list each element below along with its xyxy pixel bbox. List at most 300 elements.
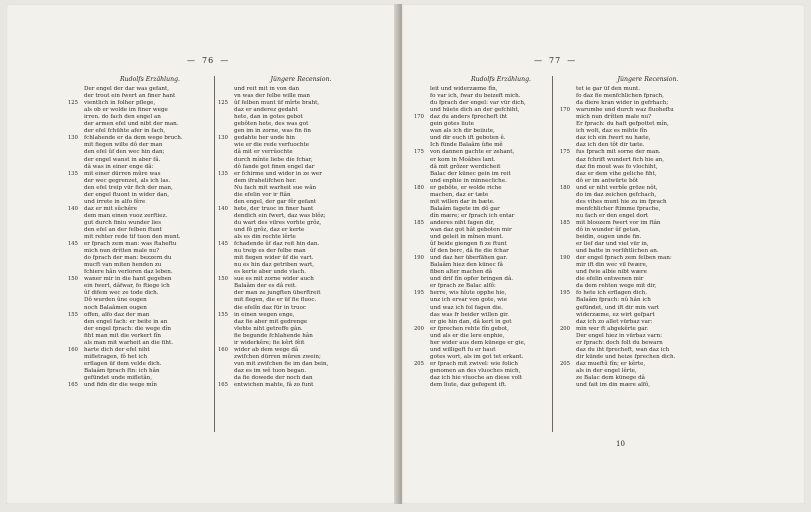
verse-line <box>68 149 216 156</box>
verse-text: daz mueftû fîn; er kêrte, <box>576 360 646 367</box>
verse-line <box>218 255 368 262</box>
verse-text: dâ was in einer enge dâ: <box>84 163 154 170</box>
verse-line <box>218 164 368 171</box>
verse-line <box>414 368 572 375</box>
verse-line <box>218 333 368 340</box>
verse-number: 160 <box>218 346 228 353</box>
verse-text: Balaâm hiez den künec fâ <box>430 262 503 269</box>
verse-text: dem man einen vuoz zerftiez. <box>84 212 168 219</box>
verse-text: gein gotes liute <box>430 121 474 128</box>
verse-line <box>414 340 572 347</box>
verse-number: 145 <box>68 241 78 248</box>
verse-line <box>414 192 572 199</box>
verse-line <box>414 305 572 312</box>
verse-line <box>68 333 216 340</box>
verse-text: den efel an der felben ftunt <box>84 226 162 233</box>
verse-text: wan als ich dir beiiute, <box>430 128 495 135</box>
verse-text: ûf difem wec ze tode dich. <box>84 290 159 297</box>
verse-number: 195 <box>414 290 424 297</box>
verse-line <box>560 333 720 340</box>
verse-text: mit flegen, die er üf fie fluoc. <box>234 297 317 304</box>
verse-line <box>218 157 368 164</box>
verse-line <box>68 255 216 262</box>
verse-line <box>560 276 720 283</box>
verse-text: als in der engel lêrte, <box>576 367 637 374</box>
verse-line <box>560 312 720 319</box>
verse-line <box>68 164 216 171</box>
verse-line <box>218 375 368 382</box>
verse-line <box>68 368 216 375</box>
verse-text: mucft van miten henden zu <box>84 262 162 269</box>
verse-text: nu fach er den engel dort <box>576 212 649 219</box>
verse-line <box>218 213 368 220</box>
verse-line <box>560 305 720 312</box>
verse-text: vn was der felbe wille man <box>234 93 310 100</box>
verse-line <box>560 93 720 100</box>
verse-number: 160 <box>68 346 78 353</box>
verse-text: gotes wort, als im got tet erkant. <box>430 353 524 360</box>
verse-line <box>414 121 572 128</box>
verse-line <box>560 382 720 389</box>
verse-text: und willigeft fu er haut <box>430 346 496 353</box>
verse-line <box>560 142 720 149</box>
verse-line <box>68 93 216 100</box>
verse-line <box>414 319 572 326</box>
verse-text: und drif fîn opfer bringen dâ. <box>430 276 514 283</box>
verse-text: nu es hin daz getriben wart, <box>234 262 315 269</box>
verse-text: hete, dan in gotes gebot <box>234 114 303 121</box>
verse-line <box>414 100 572 107</box>
verse-line <box>68 178 216 185</box>
verse-text: mich nun drítten male nu? <box>576 114 652 121</box>
verse-line <box>560 234 720 241</box>
column-heading: Rudolfs Erzählung. <box>470 76 532 83</box>
verse-line <box>560 241 720 248</box>
verse-text: es kerte aber unde vlach. <box>234 269 307 276</box>
verse-line <box>218 199 368 206</box>
verse-line <box>560 255 720 262</box>
signature-mark: 10 <box>616 440 625 448</box>
verse-line <box>68 199 216 206</box>
verse-line <box>218 121 368 128</box>
verse-line <box>218 269 368 276</box>
verse-number: 145 <box>218 241 228 248</box>
verse-text: Balac der künec gein im reit <box>430 170 511 177</box>
verse-number: 130 <box>218 135 228 142</box>
verse-line <box>68 340 216 347</box>
verse-text: die efelin vor ir ftân <box>234 191 291 198</box>
verse-line <box>68 375 216 382</box>
verse-text: mich nun drítten male nu? <box>84 248 160 255</box>
verse-text: als man mit warheit an die fiht. <box>84 339 173 346</box>
verse-text: er gie hin dan, dâ kert in got <box>430 318 512 325</box>
verse-text: Balaâm fprach: nû hân ich <box>576 297 651 304</box>
verse-text: und waz ich fol fagen die. <box>430 304 503 311</box>
verse-text: entwichen mahte, fâ zo funt <box>234 382 314 389</box>
verse-line <box>68 220 216 227</box>
verse-line <box>560 347 720 354</box>
verse-line <box>218 192 368 199</box>
verse-text: der engel fprach zem felben man: <box>576 255 672 262</box>
verse-text: daz ich hie vluoche an diese volt <box>430 374 523 381</box>
verse-text: dô fande got finen engel dar <box>234 163 315 170</box>
verse-text: mit bloozem fwert vor im ftân <box>576 219 661 226</box>
verse-text: daz du anders fprecheft iht <box>430 114 508 121</box>
verse-text: fo hete ich erflagen dich. <box>576 290 647 297</box>
verse-line <box>560 213 720 220</box>
column-divider <box>214 76 215 432</box>
verse-text: durch mînte liebe die fchar, <box>234 156 313 163</box>
verse-text: den engel fach: er beite in an <box>84 318 168 325</box>
verse-text: des vihes munt hie zu im fprach <box>576 198 667 205</box>
verse-text: du fprach der engel: var vür dich, <box>430 100 526 107</box>
verse-text: mit rehter rede tif tuon den munt. <box>84 234 181 241</box>
verse-text: daz du iht fprecheft, wan daz ich <box>576 346 670 353</box>
verse-number: 135 <box>218 170 228 177</box>
verse-text: warumbe und durch waz fluoheftu <box>576 107 674 114</box>
verse-line <box>560 199 720 206</box>
verse-text: er fchirme und wider in ze wer <box>234 170 322 177</box>
verse-text: daz es im wê tuon began. <box>234 367 307 374</box>
verse-text: der man ze jungften überftreit <box>234 290 321 297</box>
verse-text: er kom in Moâbes lant. <box>430 156 496 163</box>
verse-text: offen, alfo daz der man <box>84 311 150 318</box>
verse-line <box>414 213 572 220</box>
verse-line <box>560 149 720 156</box>
verse-line <box>218 283 368 290</box>
verse-line <box>560 128 720 135</box>
verse-text: mir ift din wec vil fwære, <box>576 262 648 269</box>
verse-line <box>414 227 572 234</box>
verse-text: gedahte her unde hin <box>234 135 295 142</box>
verse-text: genomen an des vluoches mich, <box>430 367 521 374</box>
verse-text: mit fiegen wider üf die vart. <box>234 255 314 262</box>
verse-text: mit fiegen wilte dô der man <box>84 142 163 149</box>
verse-text: Dô wurden ûne ougen <box>84 297 147 304</box>
verse-text: den efel treip vür fich der man, <box>84 184 173 191</box>
verse-line <box>218 368 368 375</box>
verse-line <box>68 128 216 135</box>
verse-line <box>218 227 368 234</box>
verse-number: 195 <box>560 290 570 297</box>
verse-text: und batte in vorlihtlichen an. <box>576 248 659 255</box>
verse-line <box>414 290 572 297</box>
verse-line <box>414 86 572 93</box>
verse-line <box>68 114 216 121</box>
verse-line <box>68 107 216 114</box>
verse-line <box>414 178 572 185</box>
verse-text: fiben alter machen dâ <box>430 269 493 276</box>
verse-text: fchlahende er da dem wege bruch. <box>84 135 183 142</box>
verse-text: der engel ftuont in wider dan, <box>84 191 170 198</box>
verse-text: von dannen gachte er zehant, <box>430 149 515 156</box>
verse-text: er fprach ze Balac alfô: <box>430 283 496 290</box>
verse-text: daz er anderez gedaht <box>234 107 298 114</box>
verse-text: irren. do fach den engel an <box>84 114 161 121</box>
verse-text: sue es mit zorne wider auch <box>234 276 314 283</box>
verse-text: mifletragen, fô het ich <box>84 353 148 360</box>
verse-line <box>218 248 368 255</box>
verse-number: 175 <box>414 149 424 156</box>
verse-line <box>560 220 720 227</box>
verse-line <box>218 135 368 142</box>
verse-line <box>68 100 216 107</box>
verse-text: widerzæme, ez wirt gefpart <box>576 311 655 318</box>
verse-line <box>560 164 720 171</box>
verse-line <box>414 185 572 192</box>
verse-text: gebôten hete, des was got <box>234 121 309 128</box>
verse-text: daz ich ein fwert nu hæte, <box>576 135 651 142</box>
verse-text: und er niht verbîe gröze nôt, <box>576 184 658 191</box>
verse-text: daz ich den tôt dir tæte. <box>576 142 645 149</box>
verse-text: Ich fünde Balaâm ûfie mê <box>430 142 503 149</box>
verse-number: 155 <box>218 311 228 318</box>
verse-text: gefündet unde mifletân, <box>84 374 153 381</box>
verse-line <box>218 149 368 156</box>
verse-text: da dem rehten wege mit dir, <box>576 283 657 290</box>
verse-number: 130 <box>68 135 78 142</box>
verse-text: das was fr beider willen gir. <box>430 311 509 318</box>
verse-line <box>414 297 572 304</box>
verse-text: die efelin entwenen mir <box>576 276 644 283</box>
verse-line <box>68 305 216 312</box>
verse-text: daz fin mout was fo vlochiht, <box>576 163 658 170</box>
verse-number: 165 <box>218 382 228 389</box>
verse-line <box>218 361 368 368</box>
verse-line <box>218 319 368 326</box>
verse-text: und enphie in minnecliche. <box>430 177 507 184</box>
verse-line <box>218 312 368 319</box>
verse-number: 150 <box>218 276 228 283</box>
verse-line <box>414 333 572 340</box>
verse-text: der wec gegrenzet, als ich las. <box>84 177 171 184</box>
verse-line <box>68 206 216 213</box>
verse-line <box>68 248 216 255</box>
verse-line <box>560 157 720 164</box>
verse-text: ein fwert, dâfwar, fo ftiege ich <box>84 283 170 290</box>
verse-text: anderes niht fagen dir, <box>430 219 495 226</box>
verse-text: fchadende ûf daz reit hin dan. <box>234 241 320 248</box>
verse-line <box>414 382 572 389</box>
verse-text: zwifchen dürren mûren zwein; <box>234 353 321 360</box>
verse-text: ir widerkêre; fie kêrt fêit <box>234 339 305 346</box>
verse-line <box>560 227 720 234</box>
verse-text: dâ mit er verrûochte <box>234 149 293 156</box>
verse-text: daz er mit sûchêre <box>84 205 138 212</box>
verse-line <box>218 171 368 178</box>
verse-text: erflagen üf dem velde dich. <box>84 360 162 367</box>
verse-text: dem ifrahelifchen her. <box>234 177 297 184</box>
verse-number: 135 <box>68 170 78 177</box>
verse-text: waner mir in die hant gegeben <box>84 276 172 283</box>
verse-text: do im daz zeichen gefchach, <box>576 191 657 198</box>
verse-text: und fait im din mære alfô, <box>576 382 651 389</box>
verse-text: mit willen dar in bæte. <box>430 198 495 205</box>
verse-text: fiht man mit die verkert fîn <box>84 332 161 339</box>
verse-text: fo var ich, fwar du beizeft mich. <box>430 93 521 100</box>
verse-text: dâ mit grôzer werdicheit <box>430 163 501 170</box>
verse-line <box>414 326 572 333</box>
verse-number: 200 <box>560 325 570 332</box>
verse-text: du wart des vilres vorhte grôz, <box>234 219 322 226</box>
verse-text: da fie dowede der noch dan <box>234 374 313 381</box>
verse-line <box>560 326 720 333</box>
verse-line <box>218 340 368 347</box>
verse-text: Balaâm der es dâ reit. <box>234 283 297 290</box>
verse-line <box>218 347 368 354</box>
verse-text: hete, der truoc in finer hant <box>234 205 314 212</box>
verse-line <box>218 86 368 93</box>
verse-line <box>560 100 720 107</box>
verse-line <box>68 361 216 368</box>
verse-text: dir künde und heize fprechen dich. <box>576 353 676 360</box>
verse-text: er gebôte, er wolde riche <box>430 184 502 191</box>
verse-line <box>218 241 368 248</box>
verse-line <box>560 185 720 192</box>
verse-text: der engel fprach: die wege dîn <box>84 325 171 332</box>
verse-line <box>68 185 216 192</box>
verse-number: 125 <box>68 100 78 107</box>
verse-text: und fwie albie nibt wære <box>576 269 647 276</box>
verse-text: der trout ein fwert an finer hant <box>84 93 176 100</box>
verse-text: der engel wanst in aber fâ. <box>84 156 161 163</box>
verse-line <box>218 107 368 114</box>
verse-text: und irrete in alfo fêre <box>84 198 146 205</box>
verse-text: beidin, ougen unde fin. <box>576 234 642 241</box>
verse-line <box>560 368 720 375</box>
verse-text: er fprechen rehte fîn gebot, <box>430 325 509 332</box>
verse-text: und reit mit in von dan <box>234 86 300 93</box>
verse-text: fus fprach mit sorne der man. <box>576 149 661 156</box>
verse-line <box>414 206 572 213</box>
verse-text: gut durch finiu wunder lies <box>84 219 162 226</box>
right-page-number: — 77 — <box>534 56 577 65</box>
verse-line <box>560 340 720 347</box>
verse-line <box>218 206 368 213</box>
verse-line <box>68 86 216 93</box>
verse-number: 125 <box>218 100 228 107</box>
verse-line <box>68 171 216 178</box>
verse-text: wan daz got hât geboten mir <box>430 226 512 233</box>
verse-number: 140 <box>68 205 78 212</box>
verse-line <box>560 269 720 276</box>
column-heading: Jüngere Recension. <box>617 76 679 83</box>
verse-text: Er fprach: du haft gefpottet mîn, <box>576 121 669 128</box>
verse-text: fo daz fie menfchlichen fprach, <box>576 93 664 100</box>
verse-number: 170 <box>414 114 424 121</box>
verse-text: fie begunde fchlahende hân <box>234 332 313 339</box>
verse-text: daz fchrift wundert fich hie an, <box>576 156 665 163</box>
right-col-rudolf <box>414 76 572 389</box>
verse-line <box>414 312 572 319</box>
verse-text: leit und widerzæme fîn, <box>430 86 498 93</box>
verse-line <box>414 93 572 100</box>
verse-text: und daz her überfähen gar. <box>430 255 508 262</box>
verse-text: dô er im antwürte bôt <box>576 177 639 184</box>
verse-line <box>414 107 572 114</box>
verse-number: 140 <box>218 205 228 212</box>
verse-line <box>68 269 216 276</box>
verse-line <box>218 100 368 107</box>
left-col-rudolf <box>68 76 216 389</box>
verse-number: 205 <box>560 360 570 367</box>
verse-text: in einen wegen enge, <box>234 311 295 318</box>
verse-text: Nu fach mit warheit sue wân <box>234 184 317 191</box>
verse-text: der efel fchühte afer in fach, <box>84 128 166 135</box>
left-page-number: — 76 — <box>187 56 230 65</box>
verse-text: herre, wis hîute opphe hie, <box>430 290 507 297</box>
verse-number: 150 <box>68 276 78 283</box>
verse-line <box>218 128 368 135</box>
verse-number: 185 <box>414 219 424 226</box>
verse-number: 185 <box>560 219 570 226</box>
verse-line <box>414 157 572 164</box>
verse-text: er fprach zem man: was ftaheftu <box>84 241 177 248</box>
verse-text: dô in wunder ûf getan, <box>576 226 641 233</box>
verse-line <box>68 354 216 361</box>
verse-text: und fidn dir die wege mîn <box>84 382 158 389</box>
verse-line <box>68 297 216 304</box>
verse-text: den efel ûf den wec hin dan; <box>84 149 165 156</box>
verse-line <box>414 375 572 382</box>
verse-text: wie er die rede verfuochte <box>234 142 310 149</box>
verse-text: er fprach: doch folt du bewarn <box>576 339 663 346</box>
verse-text: noch Balaâmen ougen <box>84 304 147 311</box>
verse-line <box>560 319 720 326</box>
verse-line <box>560 283 720 290</box>
verse-text: dem liute, daz gefegent ift. <box>430 382 507 389</box>
verse-text: min wer ft abgekêrte gar. <box>576 325 649 332</box>
verse-text: ich wolt, daz es mihte fîn <box>576 128 648 135</box>
verse-line <box>414 114 572 121</box>
verse-text: mit einer dürren mûre was <box>84 170 161 177</box>
verse-text: und als er die lere enphie, <box>430 332 505 339</box>
verse-text: den engel, der gar fêr gefant <box>234 198 317 205</box>
verse-text: gefündet, und ift dir min vart <box>576 304 660 311</box>
verse-number: 170 <box>560 107 570 114</box>
verse-line <box>560 171 720 178</box>
verse-line <box>218 185 368 192</box>
verse-text: daz ich zo allet vürbaz var: <box>576 318 653 325</box>
verse-text: ûf felben munt üf mîrte braht, <box>234 100 320 107</box>
verse-line <box>218 297 368 304</box>
verse-line <box>414 171 572 178</box>
verse-line <box>414 361 572 368</box>
verse-text: tet ie gar üf den munt. <box>576 86 641 93</box>
verse-text: und hüete dich an der gefchiht, <box>430 107 520 114</box>
verse-line <box>218 326 368 333</box>
verse-line <box>560 361 720 368</box>
verse-line <box>414 354 572 361</box>
verse-text: dîn mære; er fprach ich entar <box>430 212 515 219</box>
verse-line <box>68 319 216 326</box>
column-heading: Rudolfs Erzählung. <box>119 76 181 83</box>
verse-number: 180 <box>560 184 570 191</box>
column-heading: Jüngere Recension. <box>270 76 332 83</box>
verse-line <box>414 142 572 149</box>
verse-text: Der engel hiez in vürbaz varn: <box>576 332 662 339</box>
verse-text: wider ab dem wege dâ <box>234 346 299 353</box>
verse-line <box>68 326 216 333</box>
verse-text: do fprach der man: bezzern du <box>84 255 172 262</box>
verse-number: 190 <box>560 255 570 262</box>
verse-text: menfchlicher ftimme fprache, <box>576 205 661 212</box>
left-col-jungere <box>218 76 368 389</box>
verse-text: fchiere hân verloren daz leben. <box>84 269 173 276</box>
verse-text: vlehte niht getreffe gân. <box>234 325 303 332</box>
verse-line <box>218 354 368 361</box>
verse-text: die efelîn daz für in truoc <box>234 304 307 311</box>
